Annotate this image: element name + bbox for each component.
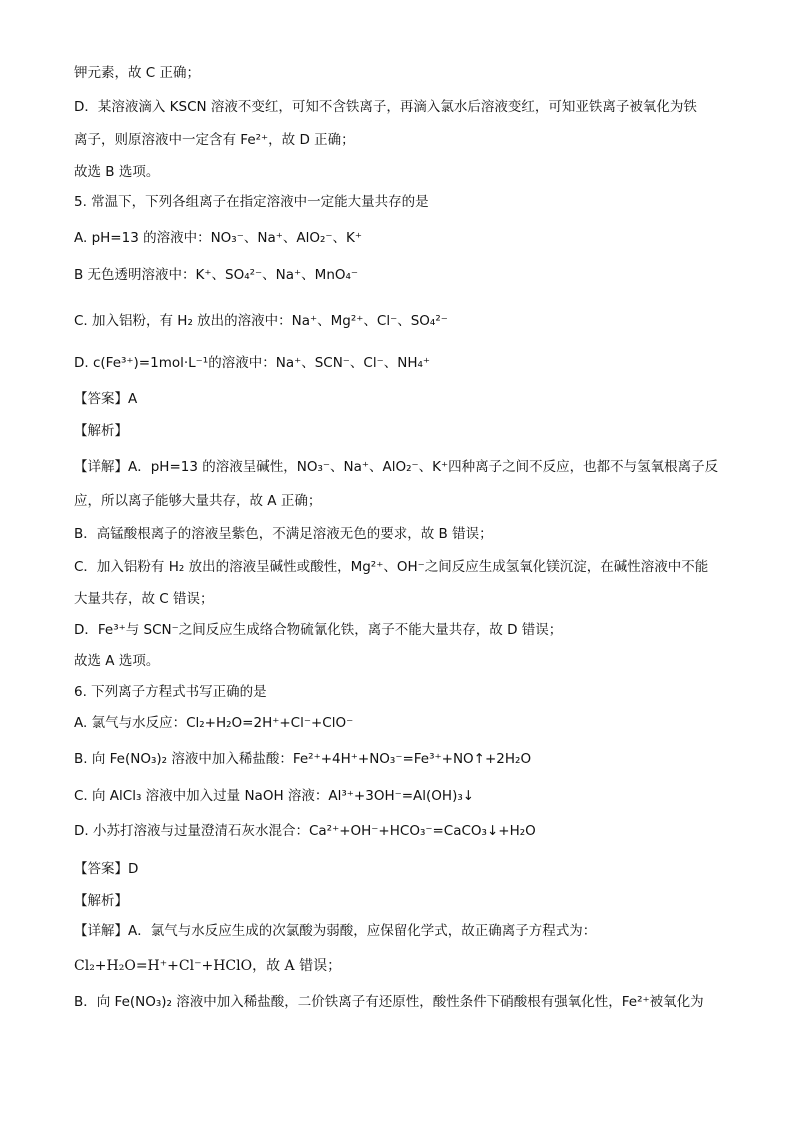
option-line: B. 向 Fe(NO₃)₂ 溶液中加入稀盐酸：Fe²⁺+4H⁺+NO₃⁻=Fe³⁺+NO↑+2H₂O [74,751,532,767]
explanation-line: 应，所以离子能够大量共存，故 A 正确； [74,493,322,509]
option-line: C. 加入铝粉，有 H₂ 放出的溶液中：Na⁺、Mg²⁺、Cl⁻、SO₄²⁻ [74,313,448,329]
text-line: 钾元素，故 C 正确； [74,65,201,81]
text-line: 故选 B 选项。 [74,164,160,180]
explanation-line: 大量共存，故 C 错误； [74,591,214,607]
explanation-line: B．向 Fe(NO₃)₂ 溶液中加入稀盐酸，二价铁离子有还原性，酸性条件下硝酸根有强氧化性，Fe²⁺被氧化为 [74,994,704,1010]
option-line: A. pH=13 的溶液中：NO₃⁻、Na⁺、AlO₂⁻、K⁺ [74,230,362,246]
explanation-line: 【详解】A．氯气与水反应生成的次氯酸为弱酸，应保留化学式，故正确离子方程式为： [74,923,597,939]
option-line: A. 氯气与水反应：Cl₂+H₂O=2H⁺+Cl⁻+ClO⁻ [74,715,354,731]
analysis-label: 【解析】 [74,893,128,909]
question-title: 5. 常温下，下列各组离子在指定溶液中一定能大量共存的是 [74,194,429,210]
text-line: 离子，则原溶液中一定含有 Fe²⁺，故 D 正确； [74,132,355,148]
option-line: B 无色透明溶液中：K⁺、SO₄²⁻、Na⁺、MnO₄⁻ [74,267,359,283]
answer-label: 【答案】D [74,861,139,877]
option-line: C. 向 AlCl₃ 溶液中加入过量 NaOH 溶液：Al³⁺+3OH⁻=Al(OH)₃↓ [74,788,475,804]
question-title: 6. 下列离子方程式书写正确的是 [74,684,267,700]
analysis-label: 【解析】 [74,423,128,439]
explanation-line: D．Fe³⁺与 SCN⁻之间反应生成络合物硫氰化铁，离子不能大量共存，故 D 错误； [74,622,563,638]
formula-line: Cl₂+H₂O=H⁺+Cl⁻+HClO，故 A 错误； [74,958,342,974]
answer-label: 【答案】A [74,391,138,407]
explanation-line: 【详解】A．pH=13 的溶液呈碱性，NO₃⁻、Na⁺、AlO₂⁻、K⁺四种离子之间不反应，也都不与氢氧根离子反 [74,459,719,475]
explanation-line: 故选 A 选项。 [74,653,160,669]
explanation-line: B．高锰酸根离子的溶液呈紫色，不满足溶液无色的要求，故 B 错误； [74,526,493,542]
explanation-line: C．加入铝粉有 H₂ 放出的溶液呈碱性或酸性，Mg²⁺、OH⁻之间反应生成氢氧化镁沉淀，在碱性溶液中不能 [74,559,709,575]
option-line: D. c(Fe³⁺)=1mol·L⁻¹的溶液中：Na⁺、SCN⁻、Cl⁻、NH₄⁺ [74,355,431,371]
text-line: D．某溶液滴入 KSCN 溶液不变红，可知不含铁离子，再滴入氯水后溶液变红，可知亚铁离子被氧化为铁 [74,99,697,115]
option-line: D. 小苏打溶液与过量澄清石灰水混合：Ca²⁺+OH⁻+HCO₃⁻=CaCO₃↓+H₂O [74,823,536,839]
